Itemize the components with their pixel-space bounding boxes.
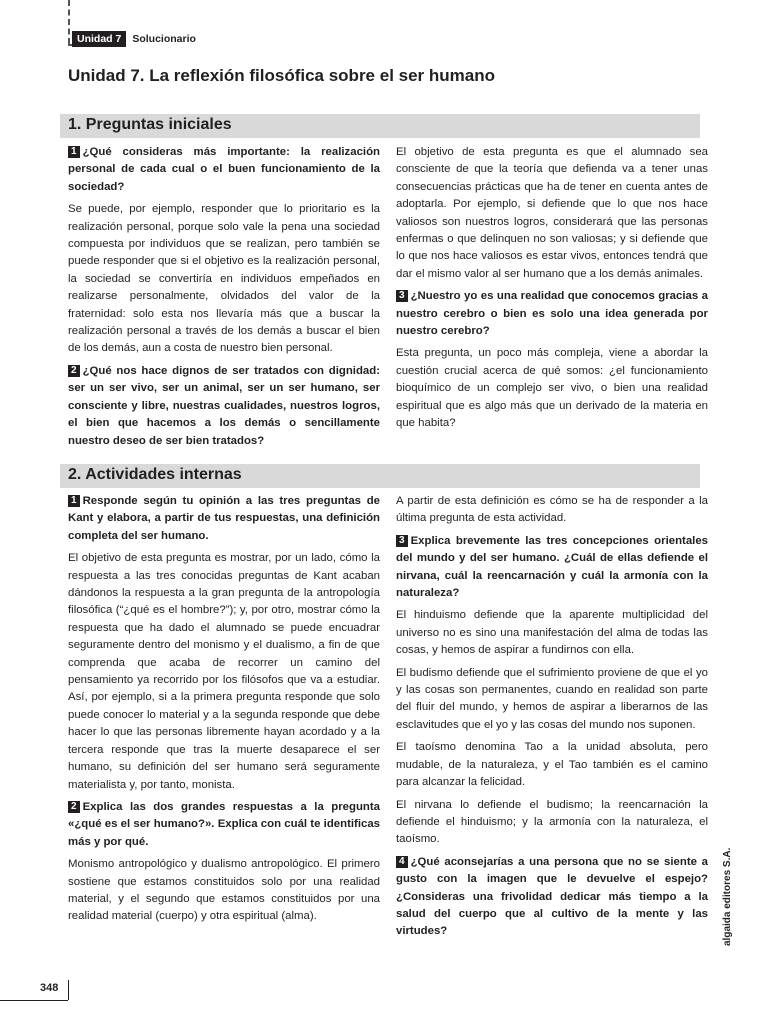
section-1-heading: 1. Preguntas iniciales — [68, 116, 232, 133]
page-title: Unidad 7. La reflexión filosófica sobre el ser humano — [68, 66, 495, 85]
answer-paragraph: El nirvana lo defiende el budismo; la reencarnación la defiende el hinduismo; y la armonía con la naturaleza, el taoísmo. — [396, 798, 708, 846]
publisher-label: algaida editores S.A. — [722, 847, 733, 946]
section-2-right-column — [396, 493, 708, 946]
question-text: Explica las dos grandes respuestas a la pregunta «¿qué es el ser humano?». Explica con cuál te identificas más y por qué. — [68, 800, 380, 848]
question-text: ¿Qué nos hace dignos de ser tratados con dignidad: ser un ser vivo, ser un animal, ser un ser humano, ser consciente y libre, nuestras cualidades, nuestros logros, el bien que hacemos a los demás o sencillamente nuestro deseo de ser bien tratados? — [68, 364, 380, 447]
answer-paragraph: El hinduismo defiende que la aparente multiplicidad del universo no es sino una manifestación del alma de todas las cosas, y hemos de aspirar a fundirnos con ella. — [396, 609, 708, 657]
section-2-left-column — [68, 493, 380, 931]
section-2-heading: 2. Actividades internas — [68, 466, 242, 483]
answer-paragraph: El taoísmo denomina Tao a la unidad absoluta, pero mudable, de la naturaleza, y el Tao también es el camino para alcanzar la felicidad. — [396, 741, 708, 789]
answer-paragraph: Monismo antropológico y dualismo antropológico. El primero sostiene que estamos constituidos solo por una realidad material, y el segundo que estamos constituidos por una realidad material (cuerpo) y otra espiritual (alma). — [68, 858, 380, 923]
answer-paragraph: Se puede, por ejemplo, responder que lo prioritario es la realización personal, porque solo vale la pena una sociedad compuesta por individuos que se realizan, pero también se puede responder que si el objetivo es la realización personal, la sociedad se convertiría en individuos empeñados en realizarse personalmente, olvidados del valor de la fraternidad: solo esta nos llevaría más que a buscar la realización personal a través de los demás a buscar el bien de los demás, aun a costa de nuestro bien personal. — [68, 203, 380, 355]
section-label: Solucionario — [132, 33, 196, 45]
answer-paragraph: A partir de esta definición es cómo se ha de responder a la última pregunta de esta actividad. — [396, 495, 708, 525]
question-paragraph — [68, 493, 380, 545]
answer-paragraph: El objetivo de esta pregunta es mostrar, por un lado, cómo la respuesta a las tres conocidas preguntas de Kant acaban dándonos la respuesta a la gran pregunta de la antropología filosófica (“¿qué es el hombre?”); y, por otro, mostrar cómo la respuesta que ha dado el alumnado se puede encuadrar seguramente dentro del monismo y el dualismo, a fin de que comprenda que acaba de recorrer un camino del pensamiento ya recorrido por los filósofos que va a estudiar. Así, por ejemplo, si a la primera pregunta responde que solo puede conocer lo material y a la segunda responde que debe hacer lo que las personas libremente hayan acordado y a la tercera responde que tras la muerte desaparece el ser humano, su definición del ser humano será seguramente materialista y, por tanto, monista. — [68, 552, 380, 791]
page-number: 348 — [40, 982, 59, 994]
answer-paragraph: El budismo defiende que el sufrimiento proviene de que el yo y las cosas son permanentes, cuando en realidad son parte del fluir del mundo, y hemos de aspirar a liberarnos de las esclavitudes que el yo y las cosas del mundo nos suponen. — [396, 666, 708, 731]
section-1-left-column — [68, 144, 380, 455]
question-text: ¿Qué aconsejarías a una persona que no se siente a gusto con la imagen que le devuelve el espejo? ¿Consideras una frivolidad dedicar más tiempo a la salud del cuerpo que al cultivo de la mente y las virtudes? — [396, 855, 708, 938]
question-text: Responde según tu opinión a las tres preguntas de Kant y elabora, a partir de tus respuestas, una definición completa del ser humano. — [68, 495, 380, 542]
page-number-rule-vertical — [68, 980, 69, 1000]
question-text: Explica brevemente las tres concepciones orientales del mundo y del ser humano. ¿Cuál de ellas defiende el nirvana, cuál la reencarnación y cuál la armonía con la naturaleza? — [396, 534, 708, 600]
question-number-badge: 3 — [396, 290, 408, 302]
question-number-badge: 2 — [68, 801, 80, 813]
question-paragraph — [68, 799, 380, 851]
question-paragraph — [396, 288, 708, 340]
question-number-badge: 1 — [68, 146, 80, 158]
section-2-heading-bar — [60, 464, 700, 488]
question-paragraph — [68, 144, 380, 196]
question-number-badge: 3 — [396, 535, 408, 547]
question-paragraph — [68, 363, 380, 450]
question-paragraph — [396, 533, 708, 603]
question-paragraph — [396, 854, 708, 941]
unit-label: Unidad 7 — [72, 31, 126, 47]
question-number-badge: 2 — [68, 365, 80, 377]
answer-paragraph: Esta pregunta, un poco más compleja, viene a abordar la cuestión crucial acerca de qué somos: ¿el funcionamiento bioquímico de un complejo ser vivo, o bien una realidad espiritual que es algo más que un derivado de la materia en que habita? — [396, 347, 708, 430]
question-number-badge: 4 — [396, 856, 408, 868]
question-text: ¿Nuestro yo es una realidad que conocemos gracias a nuestro cerebro o bien es solo una idea generada por nuestro cerebro? — [396, 290, 708, 338]
corner-dash-vertical — [68, 0, 70, 44]
page-number-rule-horizontal — [0, 1000, 68, 1001]
unit-tag — [72, 31, 196, 47]
question-text: ¿Qué consideras más importante: la realización personal de cada cual o el buen funcionamiento de la sociedad? — [68, 146, 380, 193]
section-1-heading-bar — [60, 114, 700, 138]
section-1-right-column — [396, 144, 708, 438]
question-number-badge: 1 — [68, 495, 80, 507]
answer-paragraph: El objetivo de esta pregunta es que el alumnado sea consciente de que la teoría que defienda va a tener unas consecuencias prácticas que ha de tener en cuenta antes de adoptarla. Por ejemplo, si defiende que lo que nos hace valiosos son nuestros logros, considerará que las personas enfermas o que delinquen no son valiosas; y si defiende que lo que nos hace valiosos es estar vivos, entonces tendrá que dar el mismo valor al ser humano que a los demás animales. — [396, 146, 708, 280]
